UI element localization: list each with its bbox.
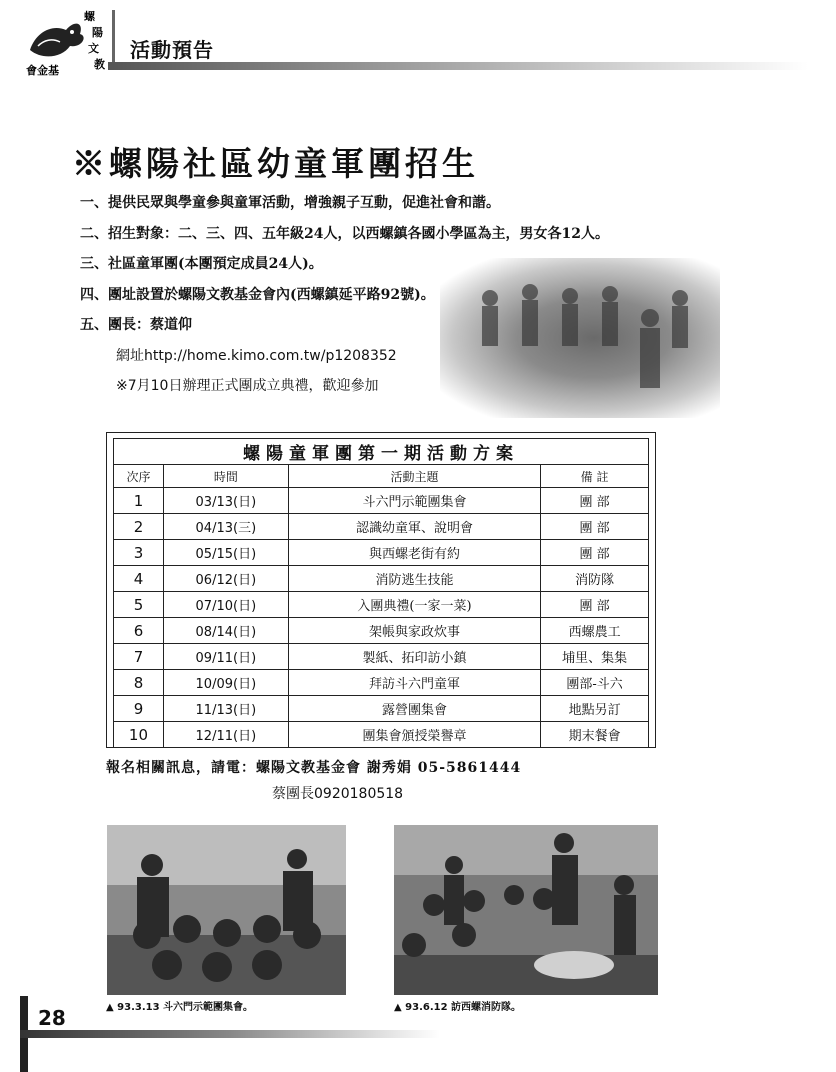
table-row bbox=[114, 618, 649, 644]
row-order: 2 bbox=[114, 514, 164, 540]
header-note: 備 註 bbox=[541, 465, 649, 488]
row-note: 地點另訂 bbox=[541, 696, 649, 722]
row-note: 埔里、集集 bbox=[541, 644, 649, 670]
table-row bbox=[114, 540, 649, 566]
row-theme: 認識幼童軍、說明會 bbox=[288, 514, 540, 540]
header-divider bbox=[112, 10, 115, 70]
photo-douliu-meeting bbox=[107, 825, 346, 995]
row-order: 1 bbox=[114, 488, 164, 514]
row-note: 團 部 bbox=[541, 488, 649, 514]
header-order: 次序 bbox=[114, 465, 164, 488]
row-order: 6 bbox=[114, 618, 164, 644]
footer-bar bbox=[20, 1030, 440, 1038]
header-date: 時間 bbox=[163, 465, 288, 488]
row-order: 9 bbox=[114, 696, 164, 722]
row-theme: 製紙、拓印訪小鎮 bbox=[288, 644, 540, 670]
table-row bbox=[114, 670, 649, 696]
row-date: 03/13(日) bbox=[163, 488, 288, 514]
contact-info: 報名相關訊息，請電：螺陽文教基金會 謝秀娟 05-5861444 bbox=[106, 760, 522, 776]
page-title: ※螺陽社區幼童軍團招生 bbox=[72, 144, 479, 183]
item-troop: 三、社區童軍團(本團預定成員24人)。 bbox=[80, 256, 323, 272]
item-location: 四、團址設置於螺陽文教基金會內(西螺鎮延平路92號)。 bbox=[80, 286, 435, 303]
row-note: 消防隊 bbox=[541, 566, 649, 592]
table-row bbox=[114, 488, 649, 514]
photo-caption-2: ▲ 93.6.12 訪西螺消防隊。 bbox=[394, 1002, 522, 1013]
schedule-banner: 螺陽童軍團第一期活動方案 bbox=[114, 439, 649, 465]
row-note: 團 部 bbox=[541, 540, 649, 566]
table-row bbox=[114, 514, 649, 540]
table-row bbox=[114, 696, 649, 722]
table-row bbox=[114, 592, 649, 618]
row-date: 09/11(日) bbox=[163, 644, 288, 670]
row-note: 期末餐會 bbox=[541, 722, 649, 748]
row-theme: 與西螺老街有約 bbox=[288, 540, 540, 566]
row-theme: 團集會頒授榮譽章 bbox=[288, 722, 540, 748]
row-date: 06/12(日) bbox=[163, 566, 288, 592]
photo-caption-1: ▲ 93.3.13 斗六門示範團集會。 bbox=[106, 1002, 254, 1013]
page-number: 28 bbox=[38, 1006, 66, 1030]
svg-text:教: 教 bbox=[94, 58, 105, 71]
ceremony-note: ※7月10日辦理正式團成立典禮，歡迎參加 bbox=[116, 378, 379, 394]
schedule-table bbox=[113, 438, 649, 748]
website-link[interactable]: 網址http://home.kimo.com.tw/p1208352 bbox=[116, 347, 397, 364]
row-order: 8 bbox=[114, 670, 164, 696]
row-date: 12/11(日) bbox=[163, 722, 288, 748]
svg-text:陽: 陽 bbox=[92, 26, 103, 39]
row-order: 4 bbox=[114, 566, 164, 592]
row-note: 團 部 bbox=[541, 514, 649, 540]
row-theme: 消防逃生技能 bbox=[288, 566, 540, 592]
row-order: 10 bbox=[114, 722, 164, 748]
item-leader: 五、團長：蔡道仰 bbox=[80, 317, 192, 333]
table-row bbox=[114, 566, 649, 592]
row-date: 11/13(日) bbox=[163, 696, 288, 722]
row-order: 7 bbox=[114, 644, 164, 670]
row-date: 08/14(日) bbox=[163, 618, 288, 644]
header-bar bbox=[108, 62, 808, 70]
row-theme: 拜訪斗六門童軍 bbox=[288, 670, 540, 696]
table-header-row bbox=[114, 465, 649, 488]
row-theme: 入團典禮(一家一菜) bbox=[288, 592, 540, 618]
header-theme: 活動主題 bbox=[288, 465, 540, 488]
row-date: 05/15(日) bbox=[163, 540, 288, 566]
svg-text:螺: 螺 bbox=[84, 10, 95, 23]
row-note: 西螺農工 bbox=[541, 618, 649, 644]
recruitment-details bbox=[80, 188, 609, 402]
item-purpose: 一、提供民眾與學童參與童軍活動，增強親子互動，促進社會和諧。 bbox=[80, 195, 500, 211]
foundation-logo bbox=[22, 6, 112, 80]
leader-phone: 蔡團長0920180518 bbox=[272, 786, 404, 802]
row-theme: 露營團集會 bbox=[288, 696, 540, 722]
row-date: 10/09(日) bbox=[163, 670, 288, 696]
row-date: 04/13(三) bbox=[163, 514, 288, 540]
row-order: 5 bbox=[114, 592, 164, 618]
row-order: 3 bbox=[114, 540, 164, 566]
photo-fire-station-visit bbox=[394, 825, 658, 995]
table-row bbox=[114, 644, 649, 670]
item-target: 二、招生對象：二、三、四、五年級24人，以西螺鎮各國小學區為主，男女各12人。 bbox=[80, 225, 609, 242]
svg-text:文: 文 bbox=[88, 42, 99, 55]
row-theme: 斗六門示範團集會 bbox=[288, 488, 540, 514]
row-date: 07/10(日) bbox=[163, 592, 288, 618]
row-note: 團 部 bbox=[541, 592, 649, 618]
table-row bbox=[114, 722, 649, 748]
svg-text:會金基: 會金基 bbox=[26, 64, 59, 77]
section-title: 活動預告 bbox=[130, 38, 214, 62]
row-note: 團部-斗六 bbox=[541, 670, 649, 696]
row-theme: 架帳與家政炊事 bbox=[288, 618, 540, 644]
